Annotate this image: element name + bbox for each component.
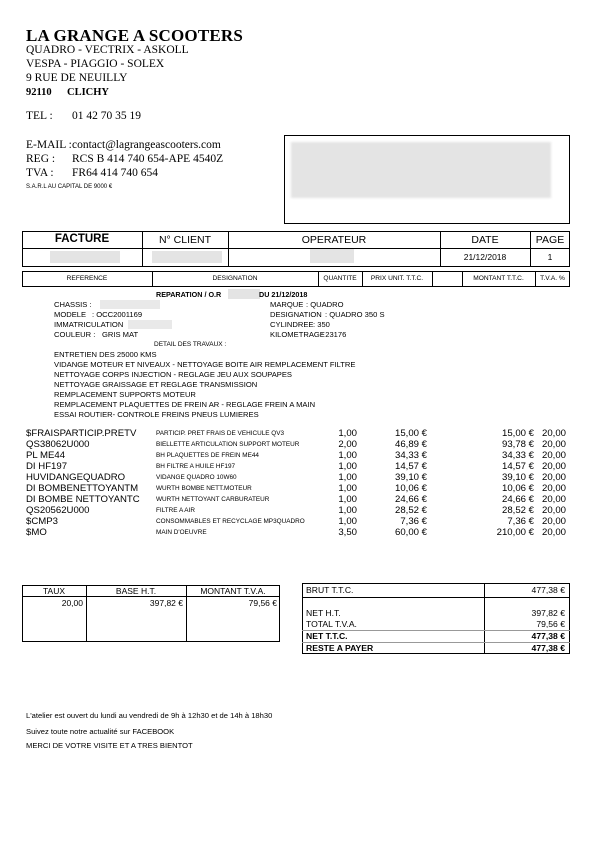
item-vat: 20,00 xyxy=(541,450,566,461)
col-vat: T.V.A. % xyxy=(540,275,565,282)
item-ref: $CMP3 xyxy=(26,516,58,527)
tel-label: TEL : xyxy=(26,110,53,122)
item-ref: DI BOMBENETTOYANTM xyxy=(26,483,139,494)
work-line: NETTOYAGE CORPS INJECTION - REGLAGE JEU AUX SOUPAPES xyxy=(54,370,292,379)
item-ref: DI HF197 xyxy=(26,461,68,472)
modele-label: MODELE xyxy=(54,310,87,319)
item-designation: FILTRE A AIR xyxy=(156,507,195,514)
col-designation: DESIGNATION xyxy=(212,275,258,282)
item-vat: 20,00 xyxy=(541,516,566,527)
work-line: NETTOYAGE GRAISSAGE ET REGLAGE TRANSMISSION xyxy=(54,380,258,389)
item-amount: 39,10 € xyxy=(501,472,534,483)
couleur-label: COULEUR : xyxy=(54,330,96,339)
item-vat: 20,00 xyxy=(541,472,566,483)
company-capital: S.A.R.L AU CAPITAL DE 9000 € xyxy=(26,184,113,190)
item-unit-price: 60,00 € xyxy=(394,527,427,538)
reg-label: REG : xyxy=(26,153,56,165)
designation-value: : QUADRO 350 S xyxy=(325,310,385,319)
col-reference: REFERENCE xyxy=(66,275,108,282)
work-line: VIDANGE MOTEUR ET NIVEAUX - NETTOYAGE BOITE AIR REMPLACEMENT FILTRE xyxy=(54,360,356,369)
company-city: CLICHY xyxy=(67,87,110,98)
redacted-invoice-number xyxy=(50,251,120,263)
client-number-label: N° CLIENT xyxy=(158,234,212,246)
item-ref: DI BOMBE NETTOYANTC xyxy=(26,494,140,505)
item-amount: 7,36 € xyxy=(507,516,534,527)
item-vat: 20,00 xyxy=(541,527,566,538)
item-ref: QS20562U000 xyxy=(26,505,90,516)
item-designation: VIDANGE QUADRO 10W60 xyxy=(156,474,237,481)
item-amount: 15,00 € xyxy=(501,428,534,439)
item-qty: 1,00 xyxy=(338,472,357,483)
col-amount: MONTANT T.T.C. xyxy=(473,275,524,282)
item-vat: 20,00 xyxy=(541,505,566,516)
vat-rate-label: TAUX xyxy=(42,586,66,596)
col-quantity: QUANTITE xyxy=(323,275,357,282)
tel-value: 01 42 70 35 19 xyxy=(72,110,141,122)
item-qty: 1,00 xyxy=(338,494,357,505)
page-label: PAGE xyxy=(535,234,565,246)
km-value: : 23176 xyxy=(321,330,347,339)
item-amount: 210,00 € xyxy=(496,527,534,538)
item-unit-price: 46,89 € xyxy=(394,439,427,450)
work-line: ESSAI ROUTIER- CONTROLE FREINS PNEUS LUMIERES xyxy=(54,410,259,419)
chassis-label: CHASSIS : xyxy=(54,300,92,309)
company-brands-line-2: VESPA - PIAGGIO - SOLEX xyxy=(26,58,165,70)
brut-ttc-label: BRUT T.T.C. xyxy=(306,585,354,595)
km-label: KILOMETRAGE xyxy=(270,330,325,339)
net-ttc-label: NET T.T.C. xyxy=(306,631,348,641)
item-designation: PARTICIP. PRET FRAIS DE VEHICULE QV3 xyxy=(156,430,285,437)
item-qty: 1,00 xyxy=(338,461,357,472)
reg-value: RCS B 414 740 654-APE 4540Z xyxy=(72,153,224,165)
item-unit-price: 14,57 € xyxy=(394,461,427,472)
company-brands-line-1: QUADRO - VECTRIX - ASKOLL xyxy=(26,44,189,56)
item-designation: WURTH NETTOYANT CARBURATEUR xyxy=(156,496,270,503)
item-designation: BIELLETTE ARTICULATION SUPPORT MOTEUR xyxy=(156,441,300,448)
marque-label: MARQUE xyxy=(270,300,304,309)
email-label: E-MAIL : xyxy=(26,139,72,151)
reste-a-payer-label: RESTE A PAYER xyxy=(306,643,374,653)
footer-thanks: MERCI DE VOTRE VISITE ET A TRES BIENTOT xyxy=(26,741,193,750)
item-ref: $FRAISPARTICIP.PRETV xyxy=(26,428,137,439)
item-amount: 24,66 € xyxy=(501,494,534,505)
company-postcode: 92110 xyxy=(26,87,52,98)
item-unit-price: 24,66 € xyxy=(394,494,427,505)
brut-ttc-value: 477,38 € xyxy=(531,585,565,595)
net-ht-value: 397,82 € xyxy=(531,608,565,618)
work-line: REMPLACEMENT PLAQUETTES DE FREIN AR - REGLAGE FREIN A MAIN xyxy=(54,400,316,409)
repair-title-left: REPARATION / O.R xyxy=(156,290,222,299)
net-ht-label: NET H.T. xyxy=(306,608,341,618)
item-qty: 1,00 xyxy=(338,505,357,516)
item-vat: 20,00 xyxy=(541,461,566,472)
immat-label: IMMATRICULATION xyxy=(54,320,124,329)
reste-a-payer-value: 477,38 € xyxy=(531,643,565,653)
item-ref: $MO xyxy=(26,527,47,538)
work-line: REMPLACEMENT SUPPORTS MOTEUR xyxy=(54,390,196,399)
works-title: DETAIL DES TRAVAUX : xyxy=(154,341,227,348)
item-vat: 20,00 xyxy=(541,483,566,494)
redacted-chassis xyxy=(100,300,160,309)
item-ref: QS38062U000 xyxy=(26,439,90,450)
item-qty: 3,50 xyxy=(338,527,357,538)
item-designation: BH FILTRE A HUILE HF197 xyxy=(156,463,236,470)
tva-value: FR64 414 740 654 xyxy=(72,167,158,179)
item-designation: MAIN D'OEUVRE xyxy=(156,529,207,536)
net-ttc-value: 477,38 € xyxy=(531,631,565,641)
cylindree-label: CYLINDREE xyxy=(270,320,314,329)
vat-rate-value: 20,00 xyxy=(61,598,83,608)
designation-label: DESIGNATION xyxy=(270,310,322,319)
work-line: ENTRETIEN DES 25000 KMS xyxy=(54,350,157,359)
item-unit-price: 15,00 € xyxy=(394,428,427,439)
redacted-repair-number xyxy=(228,289,260,299)
item-ref: PL ME44 xyxy=(26,450,66,461)
footer-facebook: Suivez toute notre actualité sur FACEBOOK xyxy=(26,727,175,736)
email-value: contact@lagrangeascooters.com xyxy=(72,139,221,151)
item-qty: 1,00 xyxy=(338,516,357,527)
item-unit-price: 28,52 € xyxy=(394,505,427,516)
cylindree-value: : 350 xyxy=(313,320,330,329)
total-tva-value: 79,56 € xyxy=(536,619,565,629)
item-amount: 10,06 € xyxy=(501,483,534,494)
item-unit-price: 34,33 € xyxy=(394,450,427,461)
item-unit-price: 39,10 € xyxy=(394,472,427,483)
modele-value: : OCC2001169 xyxy=(92,310,143,319)
vat-base-value: 397,82 € xyxy=(149,598,183,608)
vat-base-label: BASE H.T. xyxy=(115,586,157,596)
company-street: 9 RUE DE NEUILLY xyxy=(26,72,128,84)
footer-hours: L'atelier est ouvert du lundi au vendredi de 9h à 12h30 et de 14h à 18h30 xyxy=(26,711,273,720)
item-designation: BH PLAQUETTES DE FREIN ME44 xyxy=(156,452,259,459)
marque-value: : QUADRO xyxy=(306,300,344,309)
company-name: LA GRANGE A SCOOTERS xyxy=(26,26,244,45)
vat-amount-value: 79,56 € xyxy=(248,598,277,608)
item-unit-price: 7,36 € xyxy=(400,516,427,527)
operator-label: OPERATEUR xyxy=(301,234,367,246)
invoice-date: 21/12/2018 xyxy=(463,252,507,262)
total-tva-label: TOTAL T.V.A. xyxy=(306,619,357,629)
item-ref: HUVIDANGEQUADRO xyxy=(26,472,126,483)
item-vat: 20,00 xyxy=(541,494,566,505)
item-qty: 1,00 xyxy=(338,428,357,439)
redacted-client-number xyxy=(152,251,222,263)
invoice-page: 1 xyxy=(547,252,553,262)
col-unit-price: PRIX UNIT. T.T.C. xyxy=(370,275,424,282)
item-vat: 20,00 xyxy=(541,428,566,439)
item-amount: 28,52 € xyxy=(501,505,534,516)
item-amount: 93,78 € xyxy=(501,439,534,450)
couleur-value: GRIS MAT xyxy=(102,330,139,339)
redacted-operator xyxy=(310,249,354,263)
vat-amount-label: MONTANT T.V.A. xyxy=(200,586,266,596)
customer-address-box xyxy=(284,135,570,224)
item-amount: 14,57 € xyxy=(501,461,534,472)
invoice-title: FACTURE xyxy=(54,233,110,245)
redacted-immat xyxy=(128,320,172,329)
item-amount: 34,33 € xyxy=(501,450,534,461)
tva-label: TVA : xyxy=(26,167,54,179)
item-designation: WURTH BOMBE NETT.MOTEUR xyxy=(156,485,252,492)
repair-title-right: DU 21/12/2018 xyxy=(259,290,308,299)
item-designation: CONSOMMABLES ET RECYCLAGE MP3QUADRO xyxy=(156,518,305,525)
item-vat: 20,00 xyxy=(541,439,566,450)
item-qty: 1,00 xyxy=(338,483,357,494)
item-qty: 1,00 xyxy=(338,450,357,461)
item-qty: 2,00 xyxy=(338,439,357,450)
redacted-address xyxy=(291,142,551,198)
item-unit-price: 10,06 € xyxy=(394,483,427,494)
date-label: DATE xyxy=(471,234,499,246)
